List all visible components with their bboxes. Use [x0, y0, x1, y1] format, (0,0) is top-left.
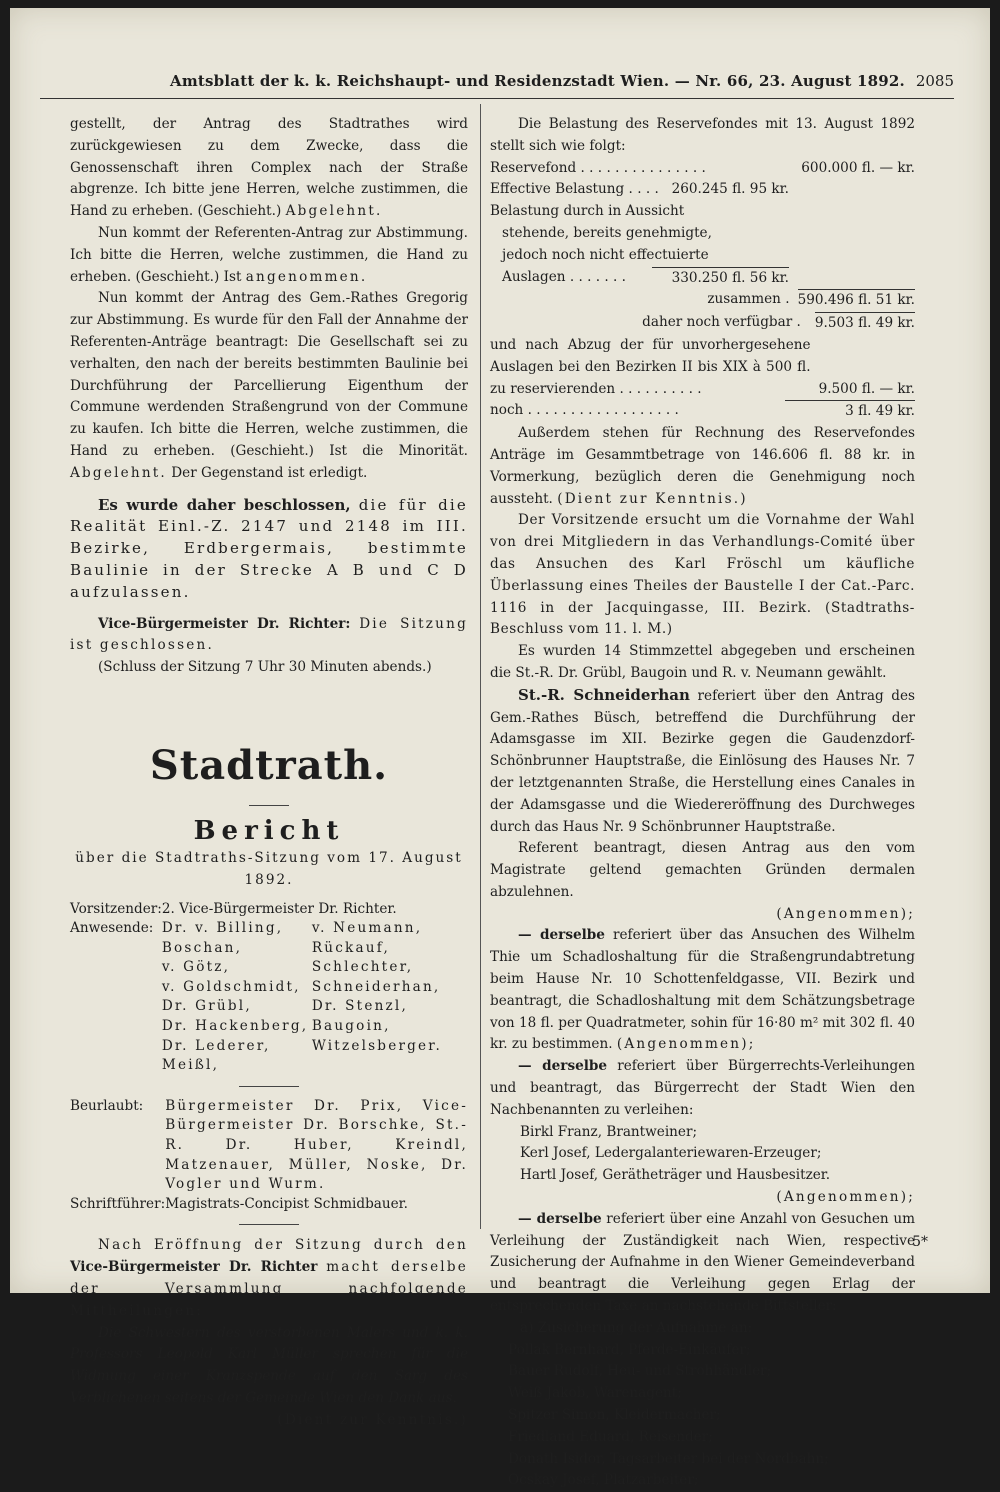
present-name: Witzelsberger.	[311, 1037, 443, 1054]
list-item: Weiß Jakob, Warenagent;	[508, 1385, 682, 1402]
closing-time: (Schluss der Sitzung 7 Uhr 30 Minuten abends.)	[98, 659, 432, 676]
paragraph: Die Belastung des Reservefondes mit 13. August 1892 stellt sich wie folgt:	[490, 116, 915, 154]
right-column	[490, 114, 915, 1492]
opening-paragraph: Nach Eröffnung der Sitzung durch den Vice-Bürgermeister Dr. Richter macht derselbe der Versammlung nachfolgende Mittheilungen:	[70, 1237, 469, 1319]
left-column	[70, 114, 468, 1432]
attendance-rule	[239, 1086, 299, 1087]
present-name: Boschan,	[161, 939, 243, 956]
present-name: Schlechter,	[311, 959, 414, 976]
account-row: jedoch noch nicht effectuierte	[502, 246, 709, 263]
list-item: Ocskay Josef, Platzarbeiter;	[508, 1472, 699, 1489]
running-title: Amtsblatt der k. k. Reichshaupt- und Residenzstadt Wien. — Nr. 66, 23. August 1892.	[170, 72, 905, 90]
paragraph: gestellt, der Antrag des Stadtrathes wird zurückgewiesen zu dem Zwecke, dass die Genossenschaft ihren Complex nach der Straße abgrenze. Ich bitte jene Herren, welche zustimmen, die Hand zu erheben. (Geschieht.) Abgelehnt.	[70, 116, 468, 220]
present-name: Dr. v. Billing,	[161, 920, 284, 937]
list-item: Hartl Josef, Gerätheträger und Hausbesitzer.	[520, 1167, 831, 1184]
chair-value: 2. Vice-Bürgermeister Dr. Richter.	[161, 900, 397, 917]
note: (Dient zur Kenntnis.)	[277, 1411, 468, 1428]
present-name: Dr. Grübl,	[161, 998, 252, 1015]
report-subtitle: über die Stadtraths-Sitzung vom 17. August 1892.	[75, 849, 463, 888]
account-row: daher noch verfügbar . 9.503 fl. 49 kr.	[490, 312, 915, 335]
report-title: Bericht	[193, 815, 345, 846]
leave-label: Beurlaubt:	[70, 1097, 144, 1114]
paragraph: — derselbe referiert über eine Anzahl von Gesuchen um Verleihung der Zuständigkeit nach Wien, respective Zusicherung der Aufnahme in den Wiener Gemeindeverband und beantragt die Verleihung gegen Erlag der entsprechenden Taxe an nachstehende Bittsteller:	[490, 1210, 915, 1315]
chair-label: Vorsitzender:	[70, 900, 162, 917]
paragraph: St.-R. Schneiderhan referiert über den Antrag des Gem.-Rathes Büsch, betreffend die Durchführung der Adamsgasse im XII. Bezirke gegen die Gaudenzdorf-Schönbrunner Hauptstraße, die Einlösung des Hauses Nr. 7 der letztgenannten Straße, die Herstellung eines Canales in der Adamsgasse und die Wiedereröffnung des Durchweges durch das Haus Nr. 9 Schönbrunner Hauptstraße.	[490, 685, 916, 835]
reserve-accounts	[490, 158, 915, 424]
paragraph: Nun kommt der Referenten-Antrag zur Abstimmung. Ich bitte die Herren, welche zustimmen, die Hand zu erheben. (Geschieht.) Ist angenommen.	[70, 224, 468, 285]
paragraph: — derselbe referiert über Bürgerrechts-Verleihungen und beantragt, das Bürgerrecht der Stadt Wien den Nachbenannten zu verleihen:	[490, 1058, 916, 1118]
newspaper-page	[10, 8, 990, 1489]
account-row: Belastung durch in Aussicht	[490, 203, 685, 220]
secretary-label: Schriftführer:	[70, 1195, 166, 1212]
present-name: Baugoin,	[311, 1018, 391, 1035]
accepted-note: (Angenommen);	[776, 1189, 915, 1206]
paragraph: Der Vorsitzende ersucht um die Vornahme der Wahl von drei Mitgliedern in das Verhandlungs-Comité über das Ansuchen des Karl Fröschl um käufliche Überlassung eines Theiles der Baustelle I der Cat.-Parc. 1116 in der Jacquingasse, III. Bezirk. (Stadtraths-Beschluss vom 11. l. M.)	[490, 512, 915, 638]
list-item: Kerl Josef, Ledergalanteriewaren-Erzeuger;	[520, 1145, 822, 1162]
present-name: v. Neumann,	[311, 920, 423, 937]
present-name: Meißl,	[161, 1057, 220, 1074]
paragraph: Referent beantragt, diesen Antrag aus den vom Magistrate geltend gemachten Gründen dermalen abzulehnen.	[490, 840, 915, 900]
secretary-rule	[239, 1224, 299, 1225]
leave-value: Bürgermeister Dr. Prix, Vice-Bürgermeister Dr. Borschke, St.-R. Dr. Huber, Kreindl, Matzenauer, Müller, Noske, Dr. Vogler und Wurm.	[165, 1097, 468, 1193]
applicant-list	[490, 1340, 915, 1492]
sisters-paragraph: Die Schwestern des verstorbenen Malers und k. k. Professors Leopold Karl Müller sprechen für die Widmung einer Kranzspende auf den Sarg des Verblichenen seitens der Gemeinde Wien den Dank aus.	[70, 1324, 468, 1406]
list-item: Birkl Franz, Brantweiner;	[520, 1123, 698, 1140]
title-rule	[249, 805, 289, 806]
list-item: Spitzer Simon, Kleidermacher;	[508, 1407, 721, 1424]
account-row: zusammen . 590.496 fl. 51 kr.	[490, 289, 915, 312]
attendance-table	[70, 900, 442, 1076]
present-name: v. Götz,	[161, 959, 231, 976]
paragraph: Nun kommt der Antrag des Gem.-Rathes Gregorig zur Abstimmung. Es wurde für den Fall der Annahme der Referenten-Anträge beantragt: Die Gesellschaft sei zu verhalten, den nach der bereits bestimmten Baulinie bei Durchführung der Parcellierung Eigenthum der Commune werdenden Straßengrund von der Commune zu kaufen. Ich bitte die Herren, welche zustimmen, die Hand zu erheben. (Geschieht.) Ist die Minorität. Abgelehnt. Der Gegenstand ist erledigt.	[70, 290, 468, 481]
account-row: stehende, bereits genehmigte,	[502, 224, 712, 241]
list-heading: a) Zusicherung der Aufnahme an:	[520, 1319, 753, 1336]
account-row: Effective Belastung . . . . 260.245 fl. 95 kr.	[490, 181, 789, 198]
present-label: Anwesende:	[70, 920, 154, 937]
resolution: Es wurde daher beschlossen, die für die Realität Einl.-Z. 2147 und 2148 im III. Bezirke, Erdbergermais, bestimmte Baulinie in der Strecke A B und C D aufzulassen.	[70, 495, 468, 601]
secretary-value: Magistrats-Concipist Schmidbauer.	[165, 1195, 408, 1212]
accepted-note: (Angenommen);	[776, 905, 915, 922]
present-name: Rückauf,	[311, 939, 390, 956]
account-row: Auslagen . . . . . . . 330.250 fl. 56 kr.	[490, 267, 915, 290]
section-title: Stadtrath.	[149, 741, 389, 789]
sheet-signature: 5*	[912, 1234, 928, 1250]
paragraph: Außerdem stehen für Rechnung des Reservefondes Anträge im Gesammtbetrage von 146.606 fl. 88 kr. in Vormerkung, bezüglich deren die Genehmigung noch aussteht. (Dient zur Kenntnis.)	[490, 425, 915, 507]
list-item: Friedland Eduard, Reisender;	[508, 1428, 713, 1445]
account-row: und nach Abzug der für unvorhergesehene Auslagen bei den Bezirken II bis XIX à 500 fl. zu reservierenden . . . . . . . . . . 9.500 fl. — kr.	[490, 336, 915, 397]
column-divider	[480, 104, 481, 1229]
present-name: Schneiderhan,	[311, 978, 441, 995]
present-name: Dr. Lederer,	[161, 1037, 271, 1054]
present-name: Dr. Stenzl,	[311, 998, 408, 1015]
present-name: Dr. Hackenberg,	[161, 1018, 309, 1035]
account-row: noch . . . . . . . . . . . . . . . . . . 3 fl. 49 kr.	[490, 400, 915, 423]
paragraph: — derselbe referiert über das Ansuchen des Wilhelm Thie um Schadloshaltung für die Straßengrundabtretung beim Hause Nr. 10 Schottenfeldgasse, VII. Bezirk und beantragt, die Schadloshaltung mit dem Schätzungsbetrage von 18 fl. per Quadratmeter, sohin für 16·80 m² mit 302 fl. 40 kr. zu bestimmen. (Angenommen);	[490, 927, 915, 1053]
citizen-list	[490, 1122, 915, 1187]
list-item: Bauer Rudolf, Heu- und Strohhändler;	[508, 1363, 772, 1380]
account-row: Reservefond . . . . . . . . . . . . . . . 600.000 fl. — kr.	[490, 159, 915, 176]
list-item: Pollak Bernhard, Pferde-Einkäufer;	[508, 1341, 751, 1358]
paragraph: Es wurden 14 Stimmzettel abgegeben und erscheinen die St.-R. Dr. Grübl, Baugoin und R. v. Neumann gewählt.	[490, 643, 915, 681]
closing-remark: Vice-Bürgermeister Dr. Richter: Die Sitzung ist geschlossen.	[70, 615, 468, 654]
present-name: v. Goldschmidt,	[161, 978, 301, 995]
page-number: 2085	[915, 72, 954, 90]
list-item: Donath Isidor, Tagsarbeiter bei der Nordbahn;	[508, 1450, 829, 1467]
page-header	[40, 72, 954, 99]
leave-table	[70, 1097, 468, 1215]
